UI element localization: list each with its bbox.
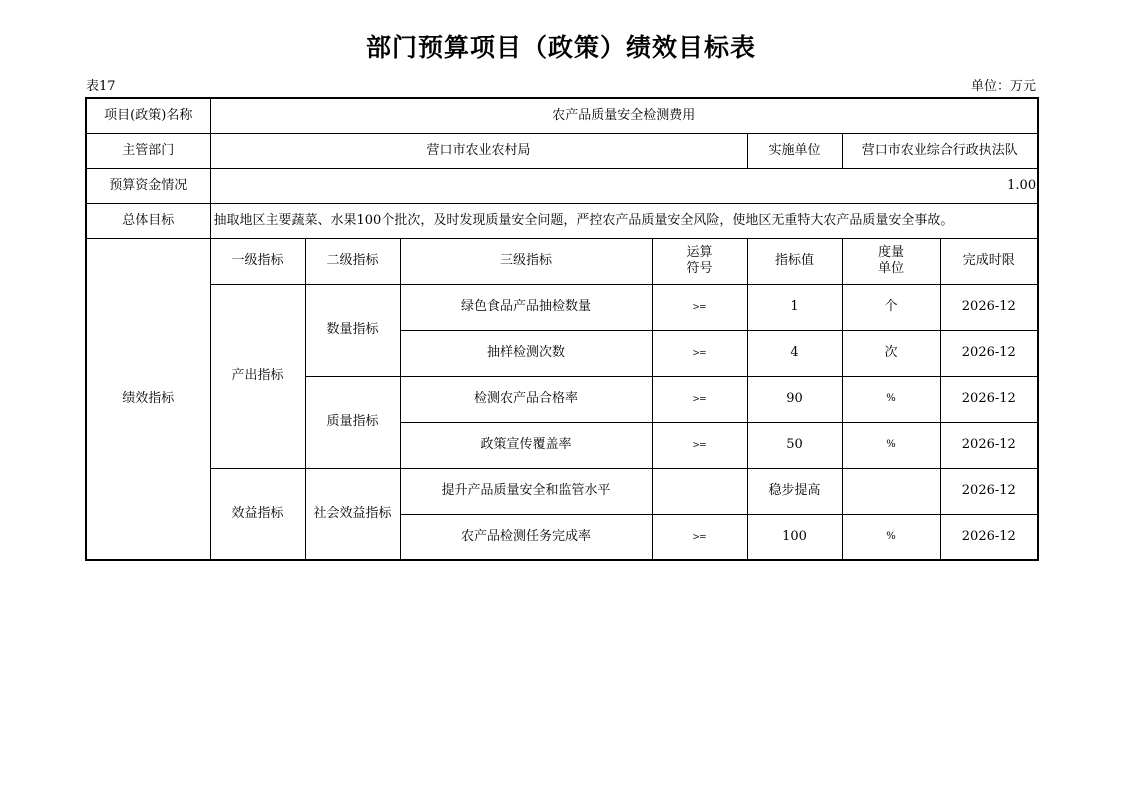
- indicator-operator: >=: [652, 330, 747, 376]
- header-operator: 运算 符号: [652, 238, 747, 284]
- header-unit: 度量 单位: [842, 238, 940, 284]
- indicator-operator: >=: [652, 514, 747, 560]
- table-number: 表17: [86, 79, 116, 94]
- indicator-deadline: 2026-12: [940, 468, 1038, 514]
- indicator-deadline: 2026-12: [940, 376, 1038, 422]
- unit-label: 单位：万元: [970, 79, 1036, 94]
- indicator-name: 政策宣传覆盖率: [400, 422, 652, 468]
- project-row: [86, 98, 1038, 133]
- project-label: 项目(政策)名称: [86, 98, 210, 133]
- indicator-deadline: 2026-12: [940, 330, 1038, 376]
- header-deadline: 完成时限: [940, 238, 1038, 284]
- project-value: 农产品质量安全检测费用: [210, 98, 1038, 133]
- indicator-operator: [652, 468, 747, 514]
- indicator-value: 90: [747, 376, 842, 422]
- budget-value: 1.00: [210, 168, 1038, 203]
- indicator-unit: %: [842, 514, 940, 560]
- indicator-value: 稳步提高: [747, 468, 842, 514]
- impl-value: 营口市农业综合行政执法队: [842, 133, 1038, 168]
- table-row: [86, 284, 1038, 330]
- department-row: [86, 133, 1038, 168]
- indicator-value: 4: [747, 330, 842, 376]
- group-social: 社会效益指标: [305, 468, 400, 560]
- group-output: 产出指标: [210, 284, 305, 468]
- group-benefit: 效益指标: [210, 468, 305, 560]
- indicator-unit: [842, 468, 940, 514]
- dept-value: 营口市农业农村局: [210, 133, 747, 168]
- impl-label: 实施单位: [747, 133, 842, 168]
- indicator-deadline: 2026-12: [940, 514, 1038, 560]
- indicator-name: 检测农产品合格率: [400, 376, 652, 422]
- header-level1: 一级指标: [210, 238, 305, 284]
- goal-row: [86, 203, 1038, 238]
- table-row: [86, 468, 1038, 514]
- indicator-operator: >=: [652, 284, 747, 330]
- indicator-unit: 个: [842, 284, 940, 330]
- indicator-operator: >=: [652, 376, 747, 422]
- indicator-unit: 次: [842, 330, 940, 376]
- indicator-unit: %: [842, 422, 940, 468]
- performance-target-table: [85, 97, 1039, 561]
- indicator-name: 抽样检测次数: [400, 330, 652, 376]
- indicator-value: 100: [747, 514, 842, 560]
- indicator-name: 绿色食品产品抽检数量: [400, 284, 652, 330]
- goal-value: 抽取地区主要蔬菜、水果100个批次，及时发现质量安全问题，严控农产品质量安全风险，使地区无重特大农产品质量安全事故。: [210, 203, 1038, 238]
- page-title: 部门预算项目（政策）绩效目标表: [365, 33, 756, 62]
- indicator-unit: %: [842, 376, 940, 422]
- dept-label: 主管部门: [86, 133, 210, 168]
- group-quantity: 数量指标: [305, 284, 400, 376]
- group-quality: 质量指标: [305, 376, 400, 468]
- indicator-name: 提升产品质量安全和监管水平: [400, 468, 652, 514]
- indicator-operator: >=: [652, 422, 747, 468]
- header-value: 指标值: [747, 238, 842, 284]
- indicator-value: 50: [747, 422, 842, 468]
- budget-label: 预算资金情况: [86, 168, 210, 203]
- indicator-deadline: 2026-12: [940, 422, 1038, 468]
- indicator-deadline: 2026-12: [940, 284, 1038, 330]
- header-level3: 三级指标: [400, 238, 652, 284]
- indicator-value: 1: [747, 284, 842, 330]
- goal-label: 总体目标: [86, 203, 210, 238]
- budget-row: [86, 168, 1038, 203]
- perf-label: 绩效指标: [86, 238, 210, 560]
- header-level2: 二级指标: [305, 238, 400, 284]
- perf-header-row: [86, 238, 1038, 284]
- indicator-name: 农产品检测任务完成率: [400, 514, 652, 560]
